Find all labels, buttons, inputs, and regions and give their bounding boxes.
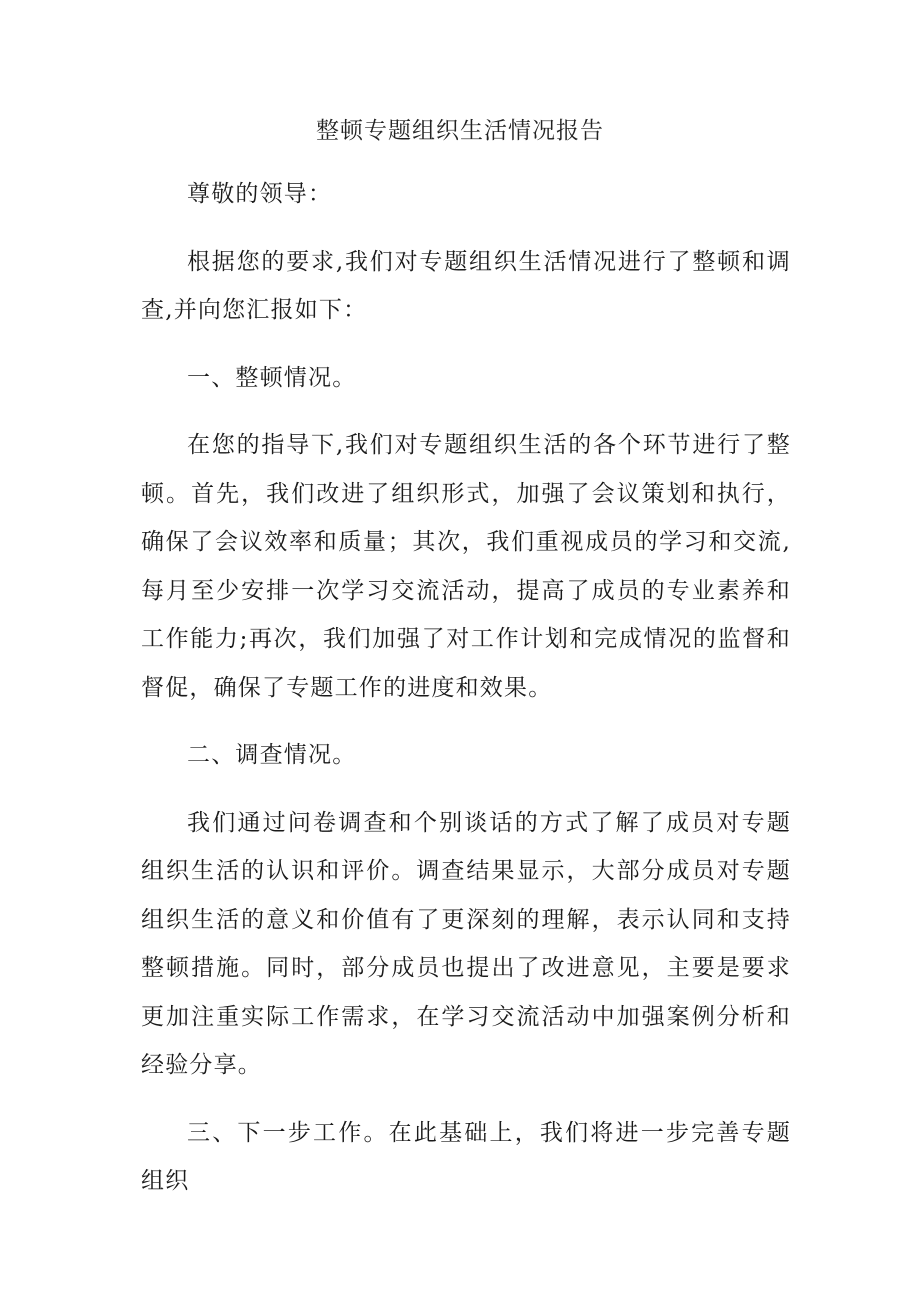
section-heading-rectification: 一、整顿情况。 <box>187 364 357 391</box>
document-body <box>141 170 791 1225</box>
salutation: 尊敬的领导： <box>187 181 333 207</box>
paragraph-intro: 根据您的要求,我们对专题组织生活情况进行了整顿和调查,并向您汇报如下： <box>141 248 791 323</box>
section-heading-next-steps: 三、下一步工作。在此基础上，我们将进一步完善专题组织 <box>141 1119 791 1194</box>
document-title: 整顿专题组织生活情况报告 <box>316 118 604 144</box>
paragraph-rectification: 在您的指导下,我们对专题组织生活的各个环节进行了整顿。首先，我们改进了组织形式，加强了会议策划和执行，确保了会议效率和质量；其次，我们重视成员的学习和交流,每月至少安排一次学习交流活动，提高了成员的专业素养和工作能力;再次，我们加强了对工作计划和完成情况的监督和督促，确保了专题工作的进度和效果。 <box>141 432 791 701</box>
paragraph-survey: 我们通过问卷调查和个别谈话的方式了解了成员对专题组织生活的认识和评价。调查结果显示，大部分成员对专题组织生活的意义和价值有了更深刻的理解，表示认同和支持整顿措施。同时，部分成员也提出了改进意见，主要是要求更加注重实际工作需求，在学习交流活动中加强案例分析和经验分享。 <box>141 809 791 1078</box>
section-heading-survey: 二、调查情况。 <box>187 742 357 768</box>
